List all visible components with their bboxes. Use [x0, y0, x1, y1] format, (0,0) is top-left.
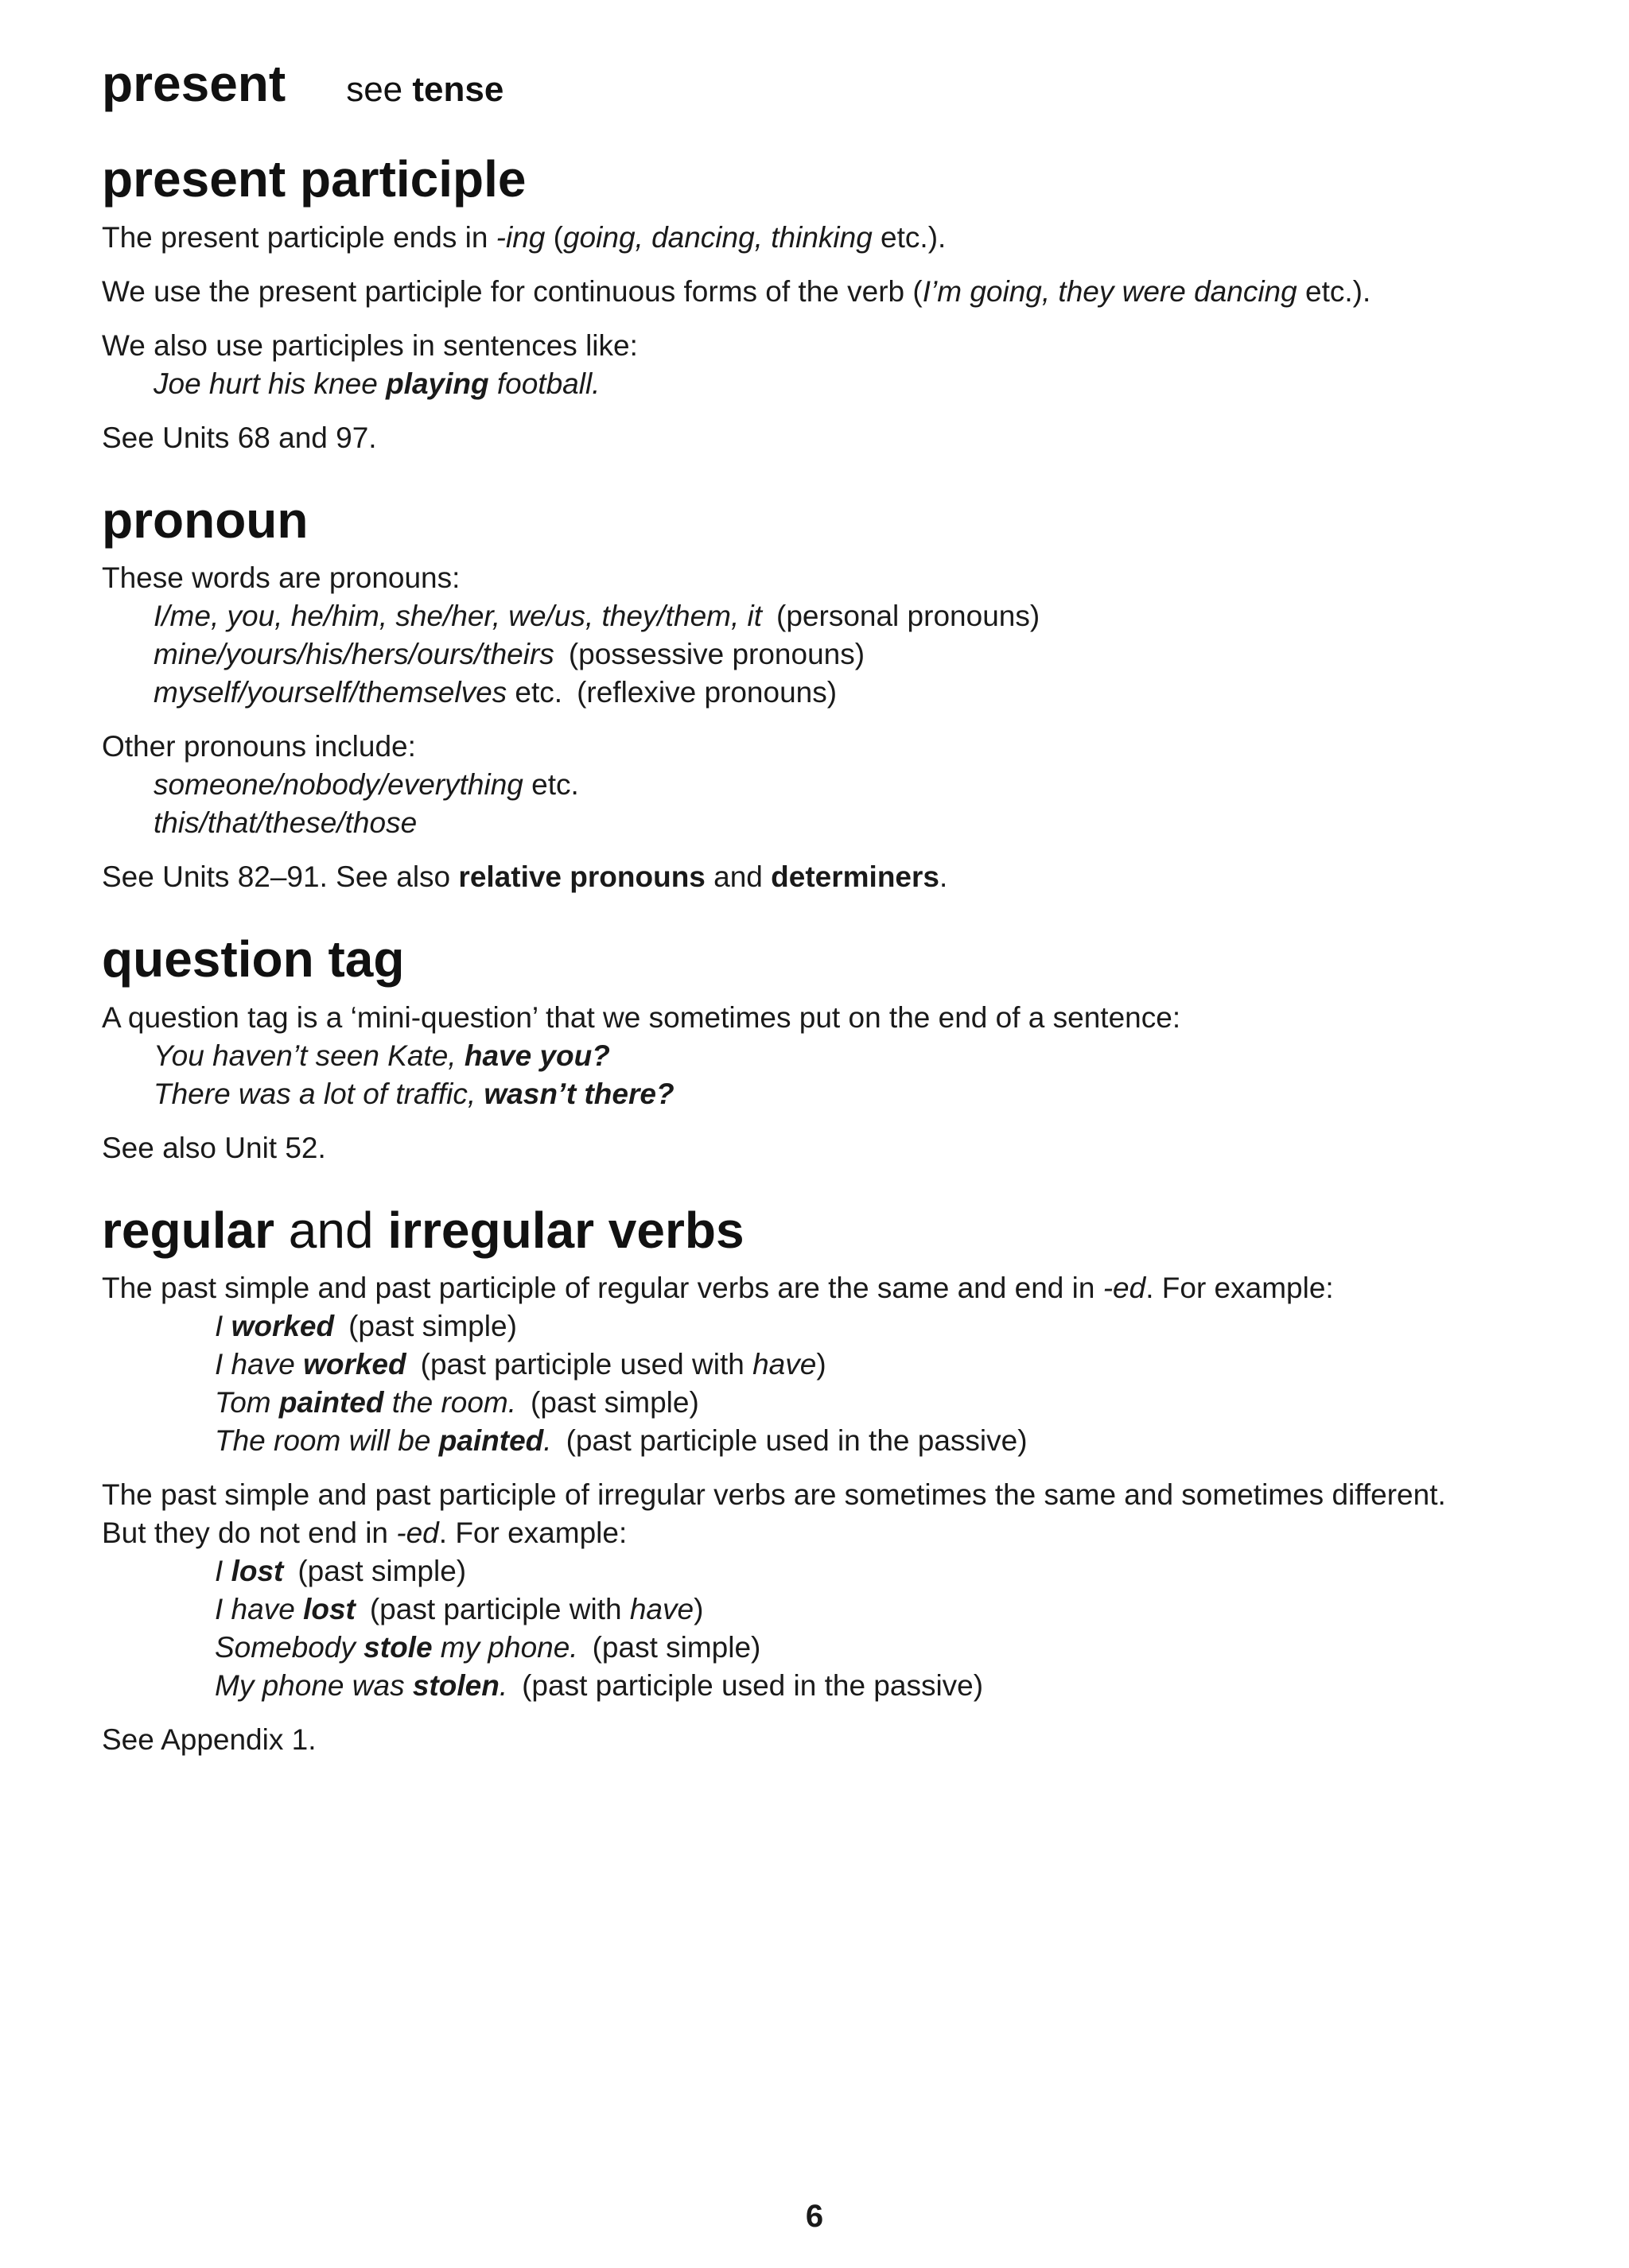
note: (past simple) — [592, 1630, 761, 1664]
example-sentence — [102, 1629, 1549, 1667]
example-sentence — [102, 1667, 1549, 1705]
text: and — [705, 860, 772, 894]
text: See Units 82–91. See also — [102, 860, 459, 894]
text: Tom — [215, 1385, 279, 1419]
definition-text — [102, 219, 1549, 257]
example-sentence — [102, 1307, 1549, 1346]
verb: lost — [231, 1554, 284, 1587]
list-item — [102, 766, 1549, 804]
example-sentence — [102, 1384, 1549, 1422]
verb: painted — [438, 1423, 544, 1457]
cross-reference: determiners — [771, 860, 939, 894]
list-item — [102, 597, 1549, 635]
definition-text: A question tag is a ‘mini-question’ that we sometimes put on the end of a sentence: — [102, 1000, 1181, 1034]
text: The past simple and past participle of regular verbs are the same and end in — [102, 1271, 1103, 1304]
text-italic: -ed — [396, 1516, 439, 1549]
note: (possessive pronouns) — [568, 638, 865, 671]
text-italic: -ing — [496, 220, 546, 254]
example-block — [102, 1037, 1549, 1113]
entry-present-participle — [102, 151, 1549, 456]
example-sentence — [102, 1075, 1549, 1113]
text: etc.). — [872, 220, 947, 254]
cross-reference: relative pronouns — [458, 860, 706, 894]
note: (past participle used with — [420, 1347, 753, 1381]
entry-question-tag — [102, 931, 1549, 1167]
definition-text: Other pronouns include: — [102, 730, 416, 763]
verb: lost — [303, 1592, 356, 1625]
note: (past simple) — [348, 1309, 517, 1342]
definition-text: These words are pronouns: — [102, 561, 461, 595]
example-sentence — [102, 1590, 1549, 1629]
note: (past participle used in the passive) — [566, 1423, 1028, 1457]
see-target: tense — [412, 70, 504, 109]
text: ( — [545, 220, 563, 254]
see-units — [102, 858, 1549, 896]
text: My phone was — [215, 1668, 413, 1702]
pronoun-list — [102, 766, 1549, 842]
definition-text — [102, 1269, 1549, 1307]
entry-title-present-participle: present participle — [102, 150, 527, 208]
text: etc.). — [1297, 274, 1371, 308]
title-part: irregular verbs — [387, 1201, 745, 1259]
pronoun-words: this/that/these/those — [154, 806, 418, 840]
regular-examples — [102, 1307, 1549, 1460]
text: . For example: — [1145, 1271, 1334, 1304]
example-sentence — [102, 1037, 1549, 1075]
entry-title-question-tag: question tag — [102, 930, 405, 988]
example-sentence — [102, 1346, 1549, 1384]
entry-title-pronoun: pronoun — [102, 491, 309, 549]
glossary-page — [102, 56, 1549, 1759]
page-number: 6 — [805, 2199, 824, 2234]
text: There was a lot of traffic, — [154, 1077, 484, 1110]
text: The present participle ends in — [102, 220, 496, 254]
example-sentence — [102, 1552, 1549, 1590]
entry-title-present — [102, 56, 1549, 111]
verb: stole — [364, 1630, 433, 1664]
list-item — [102, 804, 1549, 842]
text: We use the present participle for continuous forms of the verb ( — [102, 274, 923, 308]
text: I have — [215, 1592, 304, 1625]
text: The room will be — [215, 1423, 439, 1457]
note: (personal pronouns) — [776, 600, 1040, 633]
text: my phone. — [432, 1630, 578, 1664]
text: . — [543, 1423, 552, 1457]
text-italic: -ed — [1102, 1271, 1146, 1304]
definition-text: We also use participles in sentences like: — [102, 328, 638, 362]
pronoun-words: mine/yours/his/hers/ours/theirs — [154, 638, 554, 671]
verb: worked — [303, 1347, 406, 1381]
text: You haven’t seen Kate, — [154, 1039, 465, 1072]
text: etc. — [507, 676, 563, 709]
text-bold: have you? — [464, 1039, 610, 1072]
list-item — [102, 635, 1549, 674]
definition-text — [102, 273, 1549, 311]
text: The past simple and past participle of irregular verbs are sometimes the same and sometimes different. — [102, 1478, 1446, 1511]
note: (reflexive pronouns) — [577, 676, 838, 709]
text: I have — [215, 1347, 304, 1381]
definition-text — [102, 1476, 1549, 1552]
text-italic: going, dancing, thinking — [562, 220, 873, 254]
note: ) — [816, 1347, 826, 1381]
entry-pronoun — [102, 492, 1549, 896]
text-bold: playing — [386, 367, 489, 400]
pronoun-words: myself/yourself/themselves — [154, 676, 507, 709]
text: . For example: — [438, 1516, 628, 1549]
text: But they do not end in — [102, 1516, 397, 1549]
example-sentence — [102, 365, 1549, 403]
note: (past simple) — [531, 1385, 699, 1419]
see-units: See Units 68 and 97. — [102, 421, 377, 454]
text: Joe hurt his knee — [154, 367, 387, 400]
text: the room. — [383, 1385, 517, 1419]
text: etc. — [523, 768, 579, 802]
term-present: present — [102, 55, 286, 112]
irregular-examples — [102, 1552, 1549, 1705]
entry-present — [102, 56, 1549, 111]
see-appendix: See Appendix 1. — [102, 1722, 317, 1756]
note: (past simple) — [297, 1554, 467, 1587]
text: I — [215, 1554, 231, 1587]
text: . — [499, 1668, 508, 1702]
verb: stolen — [412, 1668, 500, 1702]
list-item — [102, 674, 1549, 712]
text-italic: I’m going, they were dancing — [922, 274, 1297, 308]
text: I — [215, 1309, 231, 1342]
example-sentence — [102, 1422, 1549, 1460]
pronoun-words: I/me, you, he/him, she/her, we/us, they/them, it — [154, 600, 763, 633]
text: Somebody — [215, 1630, 364, 1664]
text: . — [939, 860, 948, 894]
entry-regular-irregular-verbs — [102, 1202, 1549, 1759]
note: ) — [694, 1592, 704, 1625]
see-units: See also Unit 52. — [102, 1131, 326, 1164]
note: (past participle with — [369, 1592, 630, 1625]
text: football. — [488, 367, 601, 400]
pronoun-list — [102, 597, 1549, 712]
title-part: regular — [102, 1201, 274, 1259]
pronoun-words: someone/nobody/everything — [154, 768, 523, 802]
note: (past participle used in the passive) — [522, 1668, 984, 1702]
verb: worked — [231, 1309, 335, 1342]
text-bold: wasn’t there? — [484, 1077, 675, 1110]
verb: painted — [278, 1385, 384, 1419]
entry-title-regular-irregular — [102, 1202, 1549, 1258]
title-part: and — [274, 1201, 388, 1259]
see-reference — [346, 71, 503, 109]
note: have — [752, 1347, 817, 1381]
note: have — [629, 1592, 694, 1625]
see-prefix: see — [346, 70, 403, 109]
example-block — [102, 365, 1549, 403]
